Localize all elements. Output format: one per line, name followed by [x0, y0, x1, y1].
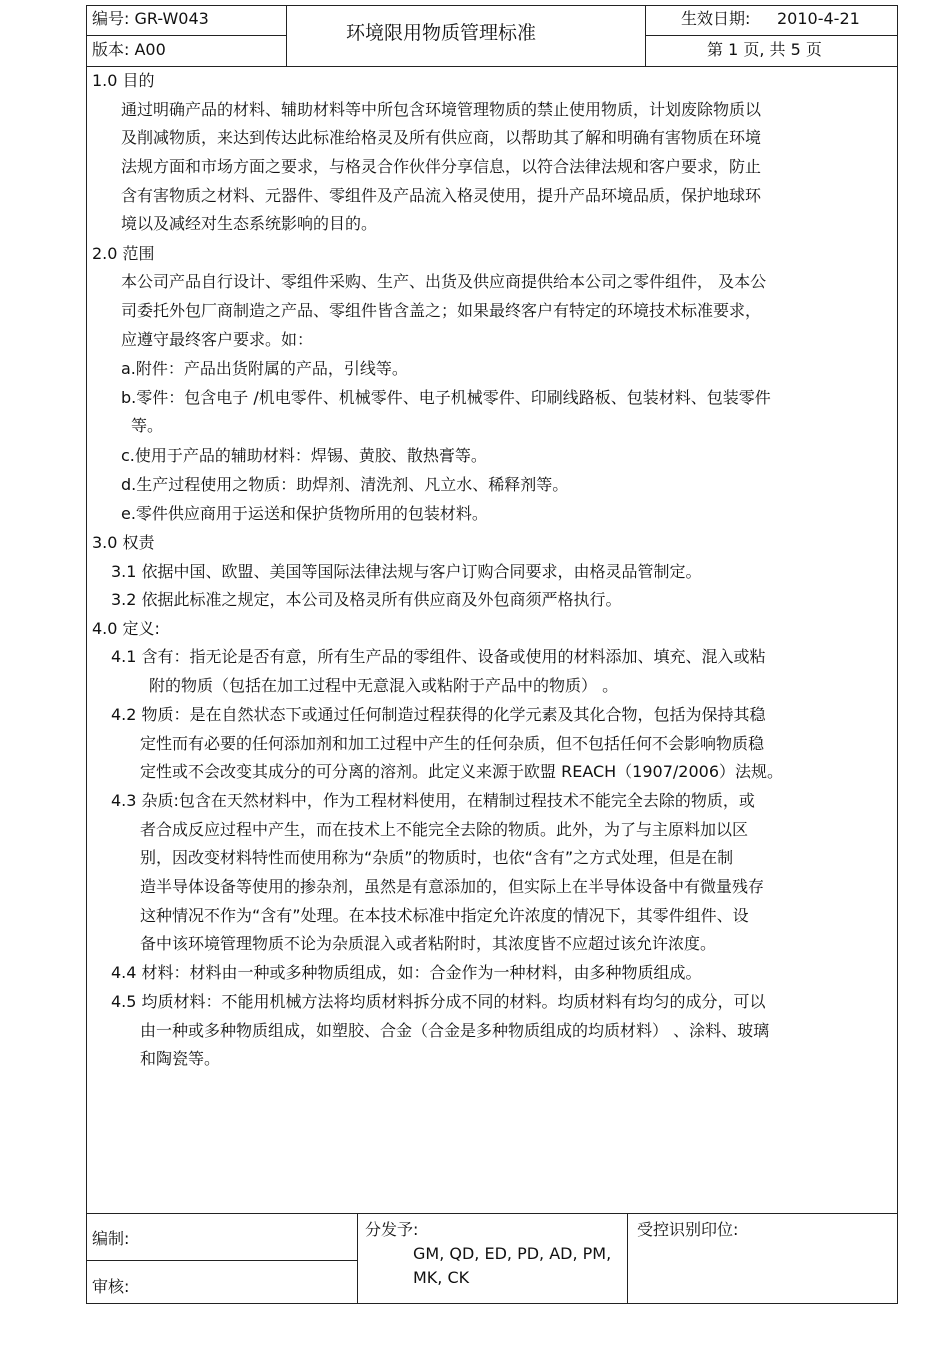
section-3-1: 3.1 依据中国、欧盟、美国等国际法律法规与客户订购合同要求，由格灵品管制定。	[111, 562, 702, 581]
distribute-label: 分发予:	[365, 1220, 419, 1239]
section-4-2: 4.2 物质：是在自然状态下或通过任何制造过程获得的化学元素及其化合物，包括为保持其稳	[111, 705, 766, 724]
doc-number: 编号: GR-W043	[92, 9, 209, 28]
distribution-list: GM, QD, ED, PD, AD, PM,	[413, 1244, 612, 1263]
section-4-3-cont: 造半导体设备等使用的掺杂剂，虽然是有意添加的，但实际上在半导体设备中有微量残存	[140, 877, 765, 896]
reviewed-by-label: 审核:	[92, 1277, 130, 1296]
effective-date-label: 生效日期:	[681, 9, 751, 28]
section-4-3-cont: 备中该环境管理物质不论为杂质混入或者粘附时，其浓度皆不应超过该允许浓度。	[140, 934, 717, 953]
section-1-line: 境以及减经对生态系统影响的目的。	[121, 214, 378, 233]
distribution-list: MK, CK	[413, 1268, 470, 1287]
section-4-3-cont: 别，因改变材料特性而使用称为“杂质”的物质时，也依“含有”之方式处理，但是在制	[140, 848, 734, 867]
section-2-item-b: b.零件：包含电子 /机电零件、机械零件、电子机械零件、印刷线路板、包装材料、包装零件	[121, 388, 771, 407]
effective-date: 2010-4-21	[777, 9, 860, 28]
footer-vrule-1	[357, 1213, 358, 1304]
header-vrule-2	[645, 5, 646, 67]
footer-mid-rule	[86, 1260, 357, 1261]
header-divider-right	[645, 35, 898, 36]
section-1-line: 含有害物质之材料、元器件、零组件及产品流入格灵使用，提升产品环境品质，保护地球环	[121, 186, 762, 205]
section-2-item-c: c.使用于产品的辅助材料：焊锡、黄胶、散热膏等。	[121, 446, 487, 465]
section-2-line: 应遵守最终客户要求。如：	[121, 330, 314, 349]
section-2-item-d: d.生产过程使用之物质：助焊剂、清洗剂、凡立水、稀释剂等。	[121, 475, 569, 494]
section-4-5-cont: 由一种或多种物质组成，如塑胶、合金（合金是多种物质组成的均质材料） 、涂料、玻璃	[140, 1021, 770, 1040]
section-1-line: 及削减物质，来达到传达此标准给格灵及所有供应商，以帮助其了解和明确有害物质在环境	[121, 128, 762, 147]
page-info: 第 1 页, 共 5 页	[707, 40, 822, 59]
section-2-item-e: e.零件供应商用于运送和保护货物所用的包装材料。	[121, 504, 488, 523]
section-1-line: 通过明确产品的材料、辅助材料等中所包含环境管理物质的禁止使用物质，计划废除物质以	[121, 100, 762, 119]
section-3-2: 3.2 依据此标准之规定，本公司及格灵所有供应商及外包商须严格执行。	[111, 590, 622, 609]
doc-version: 版本: A00	[92, 40, 166, 59]
section-2-item-b-cont: 等。	[131, 416, 164, 435]
doc-title: 环境限用物质管理标准	[346, 22, 537, 44]
section-1-line: 法规方面和市场方面之要求，与格灵合作伙伴分享信息，以符合法律法规和客户要求，防止	[121, 157, 762, 176]
section-4-heading: 4.0 定义:	[92, 619, 160, 638]
control-stamp-label: 受控识别印位:	[637, 1220, 739, 1239]
section-4-5-cont: 和陶瓷等。	[140, 1049, 221, 1068]
section-4-2-cont: 定性而有必要的任何添加剂和加工过程中产生的任何杂质，但不包括任何不会影响物质稳	[140, 734, 765, 753]
section-2-line: 本公司产品自行设计、零组件采购、生产、出货及供应商提供给本公司之零件组件， 及本公	[121, 272, 767, 291]
header-divider-left	[86, 35, 286, 36]
section-1-heading: 1.0 目的	[92, 71, 155, 90]
section-4-1-cont: 附的物质（包括在加工过程中无意混入或粘附于产品中的物质） 。	[149, 676, 619, 695]
section-4-4: 4.4 材料：材料由一种或多种物质组成，如：合金作为一种材料，由多种物质组成。	[111, 963, 702, 982]
section-2-item-a: a.附件：产品出货附属的产品，引线等。	[121, 359, 408, 378]
section-2-line: 司委托外包厂商制造之产品、零组件皆含盖之；如果最终客户有特定的环境技术标准要求，	[121, 301, 762, 320]
section-4-2-cont: 定性或不会改变其成分的可分离的溶剂。此定义来源于欧盟 REACH（1907/2006）法规。	[140, 762, 784, 781]
section-4-3-cont: 者合成反应过程中产生，而在技术上不能完全去除的物质。此外，为了与主原料加以区	[140, 820, 749, 839]
section-4-5: 4.5 均质材料：不能用机械方法将均质材料拆分成不同的材料。均质材料有均匀的成分，可以	[111, 992, 766, 1011]
footer-top-rule	[86, 1213, 898, 1214]
header-vrule-1	[286, 5, 287, 67]
section-3-heading: 3.0 权责	[92, 533, 155, 552]
section-4-3-cont: 这种情况不作为“含有”处理。在本技术标准中指定允许浓度的情况下，其零件组件、设	[140, 906, 749, 925]
section-2-heading: 2.0 范围	[92, 244, 155, 263]
footer-vrule-2	[627, 1213, 628, 1304]
header-bottom-rule	[86, 66, 898, 67]
section-4-3: 4.3 杂质:包含在天然材料中，作为工程材料使用，在精制过程技术不能完全去除的物质，或	[111, 791, 755, 810]
section-4-1: 4.1 含有：指无论是否有意，所有生产品的零组件、设备或使用的材料添加、填充、混入或粘	[111, 647, 766, 666]
prepared-by-label: 编制:	[92, 1229, 130, 1248]
